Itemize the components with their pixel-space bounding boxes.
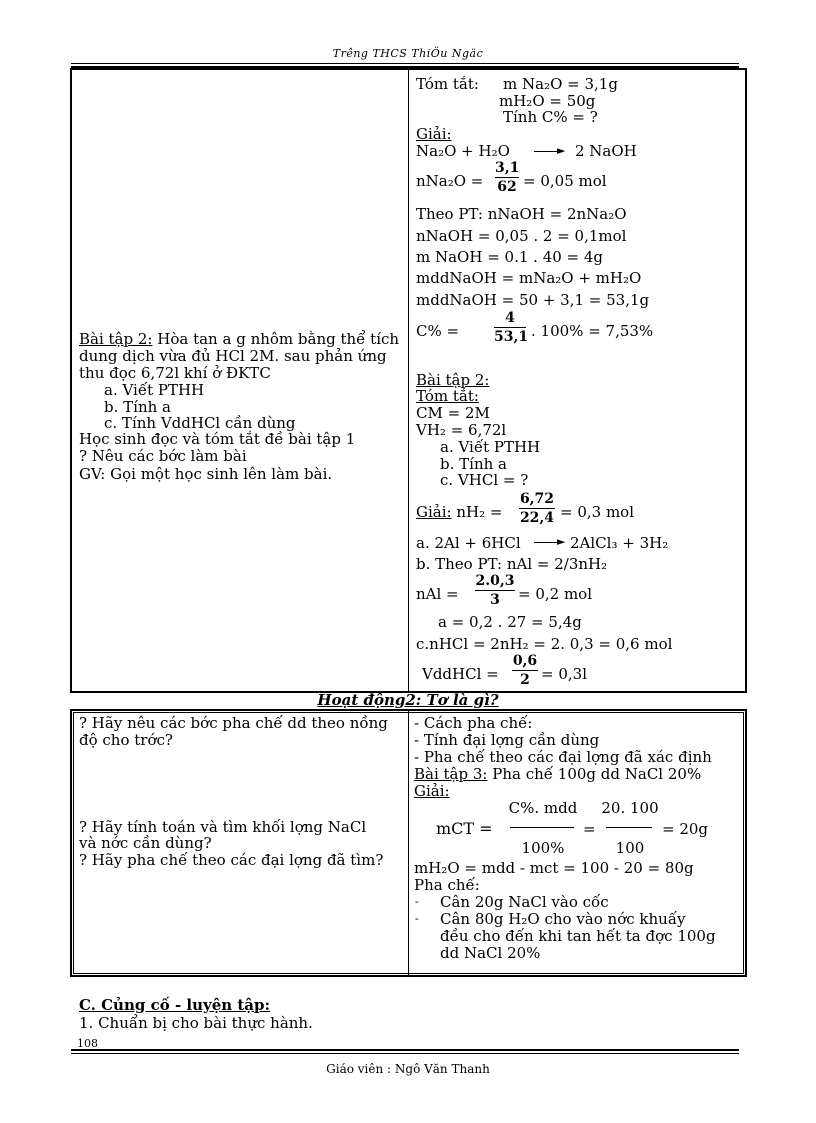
pha-che-step-2-line-2: đều cho đến khi tan hết ta đợc 100g	[440, 927, 716, 945]
table-2-divider	[408, 709, 409, 977]
cm-line: CM = 2M	[416, 404, 490, 422]
pha-che-step-2-line-3: dd NaCl 20%	[440, 944, 541, 962]
bt2-item-a: a. Viết PTHH	[440, 438, 541, 456]
step-summary-2: - Tính đại lợng cần dùng	[414, 731, 600, 749]
pha-che-step-2-line-1: Cân 80g H₂O cho vào nớc khuấy	[440, 910, 686, 928]
giai-2-label: Giải:	[416, 503, 452, 521]
m-naoh-line: m NaOH = 0.1 . 40 = 4g	[416, 248, 604, 266]
vdd-denominator: 2	[520, 672, 530, 688]
vdd-fraction	[512, 653, 538, 688]
bt3-text: Pha chế 100g dd NaCl 20%	[492, 765, 702, 783]
bt2-tomtat: Tóm tắt:	[416, 387, 479, 405]
question-steps: ? Nêu các bớc làm bài	[79, 447, 247, 465]
task-2-line-1	[79, 331, 399, 347]
bt3-label: Bài tập 3:	[414, 765, 488, 783]
task-2-item-a: a. Viết PTHH	[104, 381, 205, 399]
tomtat-line-1: m Na₂O = 3,1g	[503, 75, 618, 93]
task-2-line-3: thu đọc 6,72l khí ở ĐKTC	[79, 364, 271, 382]
nal-fraction	[475, 573, 515, 608]
nh2-fraction	[519, 491, 555, 526]
fraction-bar	[495, 177, 519, 178]
teacher-instruction: GV: Gọi một học sinh lên làm bài.	[79, 465, 333, 483]
n-na2o-numerator: 3,1	[495, 160, 520, 176]
tomtat-label: Tóm tắt:	[416, 75, 479, 93]
question-2-line-1: ? Hãy tính toán và tìm khối lợng NaCl	[79, 818, 367, 836]
vdd-label: VddHCl =	[422, 665, 499, 683]
bt2-item-b: b. Tính a	[440, 455, 507, 473]
pha-che-label: Pha chế:	[414, 876, 480, 894]
activity-2-title	[0, 691, 816, 709]
n-na2o-denominator: 62	[497, 179, 517, 195]
fraction-bar-f1	[510, 827, 574, 828]
equals-sign: =	[583, 820, 596, 838]
task-2-line-2: dung dịch vừa đủ HCl 2M. sau phản ứng	[79, 347, 387, 365]
step-summary-1: - Cách pha chế:	[414, 714, 533, 732]
table-1-divider	[408, 68, 409, 693]
n-na2o-result: = 0,05 mol	[523, 172, 607, 190]
nal-denominator: 3	[490, 592, 500, 608]
bullet-dash-2: -	[415, 912, 419, 925]
question-3: ? Hãy pha chế theo các đại lợng đã tìm?	[79, 851, 384, 869]
task-2-item-c: c. Tính VddHCl cần dùng	[104, 414, 296, 432]
equation-2-left: a. 2Al + 6HCl	[416, 534, 521, 552]
nh2-denominator: 22,4	[519, 510, 555, 526]
nal-result: = 0,2 mol	[518, 585, 593, 603]
footer-rule-thick	[71, 1049, 739, 1051]
a-value-line: a = 0,2 . 27 = 5,4g	[438, 613, 582, 631]
footer-rule	[71, 1053, 739, 1054]
tomtat-line-2: mH₂O = 50g	[499, 92, 596, 110]
vdd-numerator: 0,6	[512, 653, 538, 669]
bt2-label: Bài tập 2:	[416, 371, 490, 389]
mdd-value-line: mddNaOH = 50 + 3,1 = 53,1g	[416, 291, 650, 309]
mct-result: = 20g	[662, 820, 709, 838]
theo-pt-line: Theo PT: nNaOH = 2nNa₂O	[416, 205, 627, 223]
section-c-item-1: 1. Chuẩn bị cho bài thực hành.	[79, 1014, 313, 1032]
task-2-item-b: b. Tính a	[104, 398, 171, 416]
bullet-dash-1: -	[415, 895, 419, 908]
bt2-item-c: c. VHCl = ?	[440, 471, 529, 489]
fraction-bar-f2	[606, 827, 652, 828]
arrow-head-1: ►	[557, 144, 566, 157]
task-2-label: Bài tập 2:	[79, 330, 153, 348]
n-na2o-label: nNa₂O =	[416, 172, 484, 190]
c-percent-fraction	[494, 310, 529, 345]
arrow-head-2: ►	[557, 535, 566, 548]
question-2-line-2: và nớc cần dùng?	[79, 834, 212, 852]
header-rule	[71, 63, 739, 64]
activity-2-title-text: Hoạt động2: Tơ là gì?	[317, 691, 499, 709]
giai-3-label: Giải:	[414, 782, 450, 800]
c-percent-result: . 100% = 7,53%	[531, 322, 654, 340]
nal-numerator: 2.0,3	[475, 573, 515, 589]
f2-denominator: 100	[615, 839, 645, 857]
page-header: Trêng THCS ThiÖu Ngäc	[332, 47, 484, 60]
tomtat-line-3: Tính C% = ?	[503, 108, 598, 126]
giai-label: Giải:	[416, 125, 452, 143]
theo-pt-2-line: b. Theo PT: nAl = 2/3nH₂	[416, 555, 608, 573]
equation-1-left: Na₂O + H₂O	[416, 142, 510, 160]
section-c-title: C. Củng cố - luyện tập:	[79, 996, 271, 1014]
fraction-bar	[475, 590, 515, 591]
fraction-bar	[494, 327, 526, 328]
step-summary-3: - Pha chế theo các đại lợng đã xác định	[414, 748, 712, 766]
nhcl-line: c.nHCl = 2nH₂ = 2. 0,3 = 0,6 mol	[416, 635, 673, 653]
task-2-text-1: Hòa tan a g nhôm bằng thể tích	[157, 330, 400, 348]
n-na2o-fraction	[495, 160, 519, 195]
n-naoh-line: nNaOH = 0,05 . 2 = 0,1mol	[416, 227, 627, 245]
f2-numerator: 20. 100	[601, 799, 659, 817]
c-percent-label: C% =	[416, 322, 460, 340]
vdd-result: = 0,3l	[541, 665, 587, 683]
page-number: 108	[77, 1037, 98, 1050]
nh2-numerator: 6,72	[519, 491, 555, 507]
c-percent-numerator: 4	[505, 310, 515, 326]
mh2o-line: mH₂O = mdd - mct = 100 - 20 = 80g	[414, 859, 694, 877]
question-1-line-2: độ cho trớc?	[79, 731, 173, 749]
question-1-line-1: ? Hãy nêu các bớc pha chế dd theo nồng	[79, 714, 388, 732]
mdd-formula-line: mddNaOH = mNa₂O + mH₂O	[416, 269, 642, 287]
fraction-bar	[512, 670, 538, 671]
nh2-label: nH₂ =	[456, 503, 503, 521]
equation-2-right: 2AlCl₃ + 3H₂	[570, 534, 669, 552]
c-percent-denominator: 53,1	[494, 329, 529, 345]
nal-label: nAl =	[416, 585, 459, 603]
vh2-line: VH₂ = 6,72l	[416, 421, 507, 439]
f1-numerator: C%. mdd	[508, 799, 578, 817]
fraction-bar	[519, 508, 555, 509]
student-instruction: Học sinh đọc và tóm tắt đề bài tập 1	[79, 430, 356, 448]
f1-denominator: 100%	[521, 839, 565, 857]
equation-1-right: 2 NaOH	[575, 142, 637, 160]
nh2-result: = 0,3 mol	[560, 503, 635, 521]
pha-che-step-1: Cân 20g NaCl vào cốc	[440, 893, 609, 911]
footer-teacher: Giáo viên : Ngô Văn Thanh	[326, 1062, 490, 1076]
mct-label: mCT =	[436, 819, 493, 838]
